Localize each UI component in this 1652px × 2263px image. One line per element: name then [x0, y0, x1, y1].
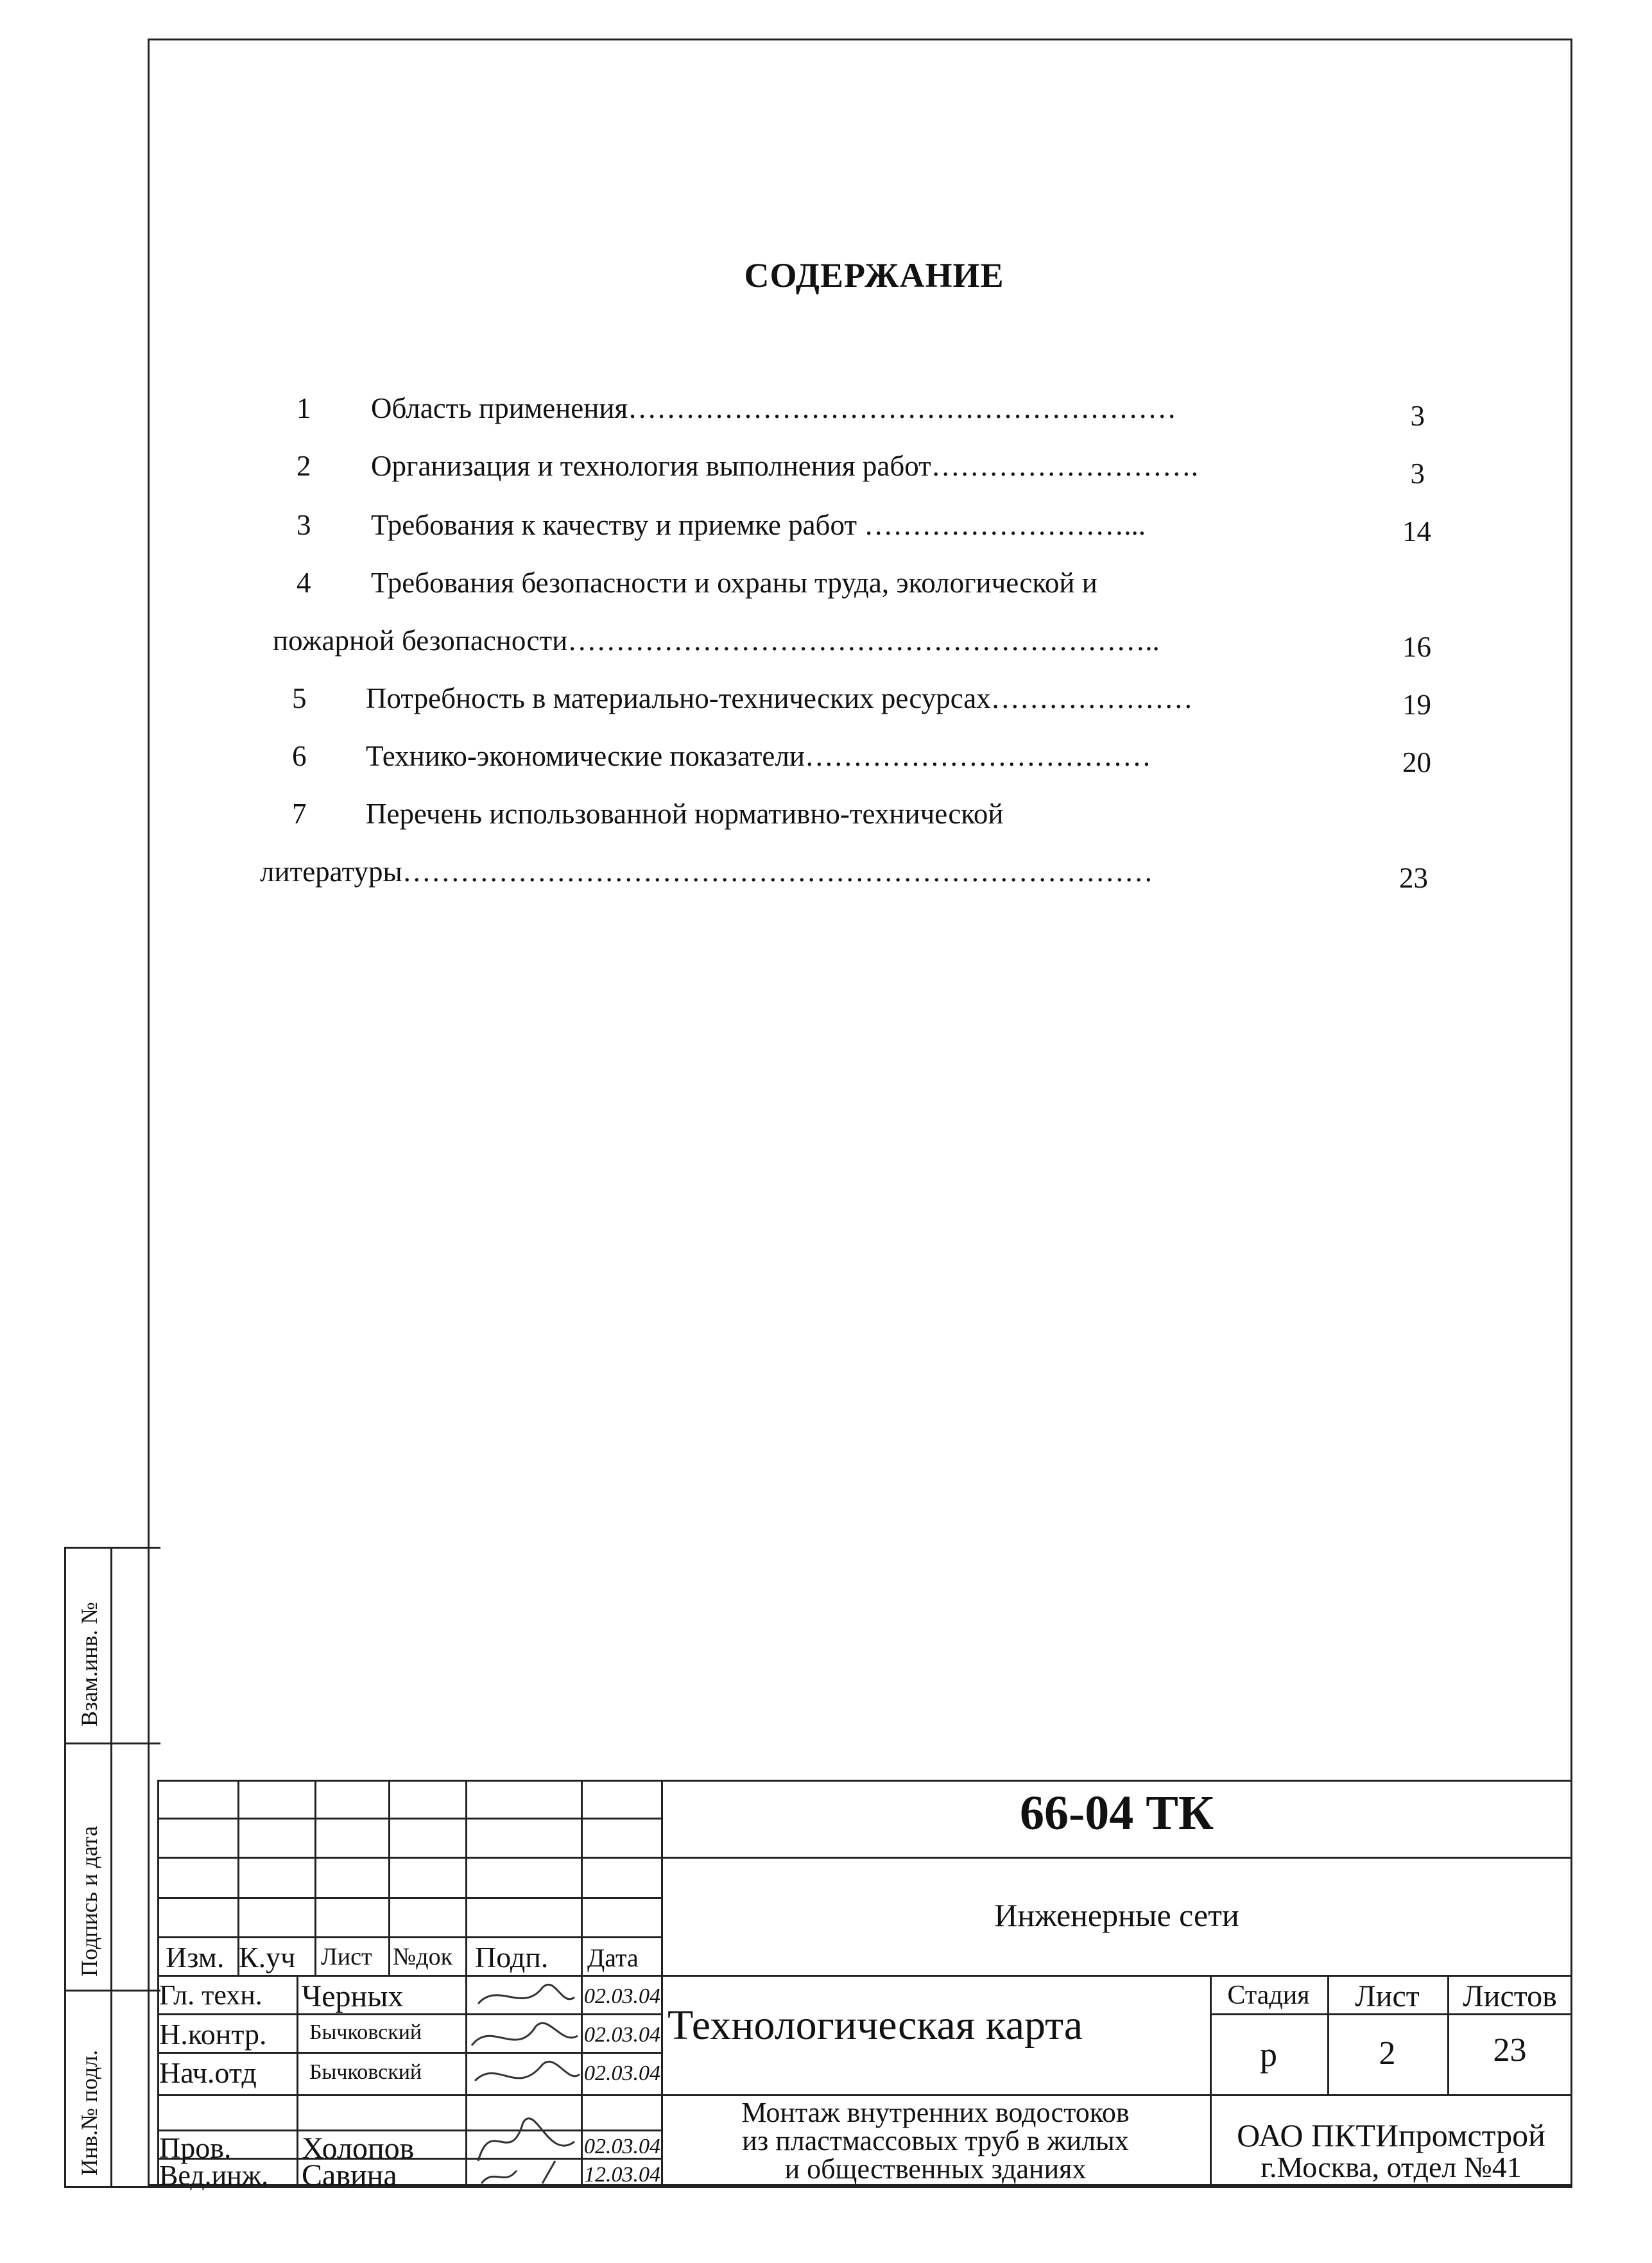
- toc-text: Организация и технология выполнения работ……………………….: [371, 450, 1199, 482]
- col-izm: Изм.: [166, 1941, 225, 1974]
- organization-name: ОАО ПКТИпромстрой: [1237, 2117, 1545, 2153]
- role-label: Гл. техн.: [159, 1979, 262, 2011]
- toc-text: Требования к качеству и приемке работ ………………………...: [371, 509, 1146, 541]
- document-title: Технологическая карта: [667, 2002, 1083, 2049]
- sign-date-label: Подпись и дата: [76, 1826, 102, 1977]
- role-date: 12.03.04: [584, 2163, 660, 2187]
- toc-text: Технико-экономические показатели………………………………: [366, 740, 1151, 772]
- toc-number: 3: [297, 509, 311, 541]
- toc-number: 1: [297, 392, 311, 424]
- col-podp: Подп.: [475, 1941, 549, 1974]
- toc-page: 19: [1402, 689, 1431, 721]
- toc-page: 3: [1410, 400, 1425, 432]
- role-date: 02.03.04: [584, 2061, 660, 2085]
- sheet-value: 2: [1379, 2035, 1396, 2072]
- toc-number: 4: [297, 567, 311, 599]
- toc-page: 20: [1402, 746, 1431, 779]
- col-kuch: К.уч: [239, 1941, 296, 1974]
- role-name: Холопов: [302, 2131, 415, 2165]
- role-label: Пров.: [159, 2131, 232, 2164]
- toc-page: 16: [1402, 631, 1431, 663]
- signature-scribbles: [465, 1975, 581, 2187]
- role-label: Вед.инж.: [159, 2160, 269, 2191]
- page-title: СОДЕРЖАНИЕ: [744, 256, 1004, 295]
- col-ndok: №док: [393, 1943, 453, 1970]
- toc-page: 3: [1410, 458, 1425, 490]
- sheets-value: 23: [1493, 2032, 1527, 2069]
- toc-text: Требования безопасности и охраны труда, экологической и: [371, 567, 1097, 599]
- toc-text: Перечень использованной нормативно-технической: [366, 798, 1004, 830]
- role-name: Черных: [302, 1979, 404, 2013]
- inv-orig-label: Инв.№ подл.: [76, 2049, 102, 2176]
- toc-text: Потребность в материально-технических ресурсах…………………: [366, 682, 1193, 714]
- subject-line: и общественных зданиях: [784, 2153, 1087, 2185]
- toc-page: 23: [1399, 862, 1428, 894]
- sheet-label: Лист: [1355, 1979, 1420, 2013]
- role-label: Нач.отд: [159, 2056, 257, 2089]
- toc-number: 7: [292, 798, 307, 830]
- document-code: 66-04 ТК: [1019, 1786, 1214, 1840]
- role-date: 02.03.04: [584, 2023, 660, 2047]
- col-list: Лист: [321, 1943, 372, 1970]
- toc-number: 5: [292, 682, 307, 714]
- toc-text: пожарной безопасности……………………………………………………..: [273, 624, 1160, 657]
- role-date: 02.03.04: [584, 2135, 660, 2158]
- toc-text: литературы……………………………………………………………………: [260, 856, 1153, 888]
- section-name: Инженерные сети: [994, 1897, 1239, 1933]
- toc-page: 14: [1402, 515, 1431, 547]
- role-name: Савина: [302, 2158, 397, 2192]
- role-name: Бычковский: [309, 2060, 422, 2084]
- subject-line: из пластмассовых труб в жилых: [742, 2125, 1129, 2156]
- role-date: 02.03.04: [584, 1984, 660, 2008]
- toc-number: 6: [292, 740, 307, 772]
- subject-line: Монтаж внутренних водостоков: [741, 2097, 1130, 2128]
- stage-label: Стадия: [1227, 1981, 1310, 2010]
- stage-value: р: [1260, 2035, 1277, 2074]
- role-name: Бычковский: [309, 2020, 422, 2044]
- toc-text: Область применения…………………………………………………: [371, 392, 1177, 424]
- col-data: Дата: [587, 1943, 639, 1972]
- role-label: Н.контр.: [159, 2018, 267, 2051]
- sheets-label: Листов: [1463, 1979, 1557, 2013]
- organization-dept: г.Москва, отдел №41: [1261, 2151, 1522, 2183]
- page-frame: [148, 39, 1572, 2186]
- toc-number: 2: [297, 450, 311, 482]
- replace-inv-label: Взам.инв. №: [76, 1602, 102, 1726]
